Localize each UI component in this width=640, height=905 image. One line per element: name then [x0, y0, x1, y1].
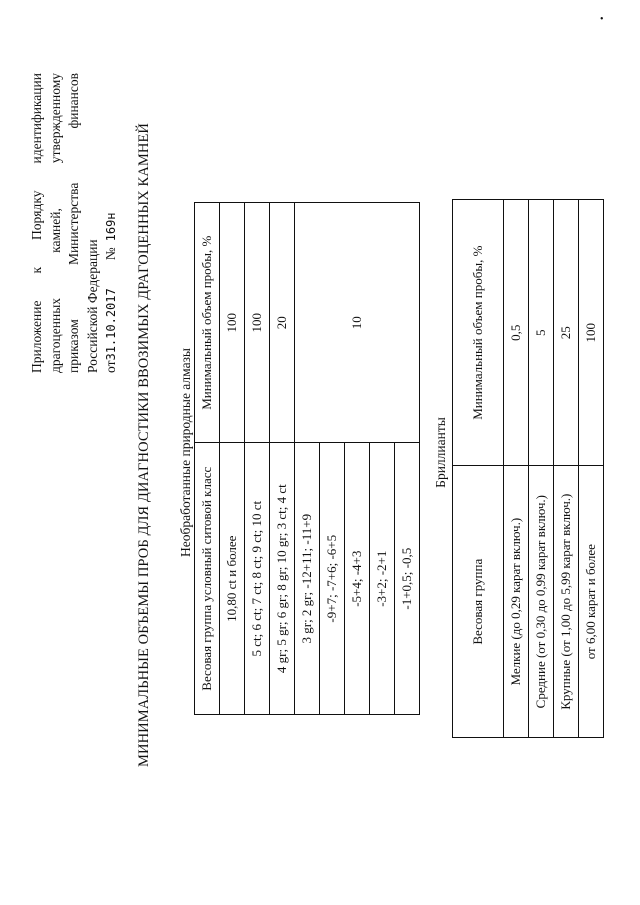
date-prefix: от	[103, 360, 118, 373]
percent-cell: 25	[554, 200, 579, 466]
appendix-line-4	[84, 73, 103, 373]
brilliants-caption: Бриллианты	[433, 417, 448, 488]
percent-cell: 0,5	[504, 200, 529, 466]
document-title: МИНИМАЛЬНЫЕ ОБЪЕМЫ ПРОБ ДЛЯ ДИАГНОСТИКИ ВВОЗИМЫХ ДРАГОЦЕННЫХ КАМНЕЙ	[136, 123, 152, 767]
header-weight-group: Весовая группа	[453, 466, 504, 738]
rough-diamonds-table	[194, 202, 420, 715]
table-row	[270, 203, 295, 715]
header-min-sample: Минимальный объем пробы, %	[453, 200, 504, 466]
weight-cell: Мелкие (до 0,29 карат включ.)	[504, 466, 529, 738]
table-row	[579, 200, 604, 738]
appendix-text: Порядку	[29, 190, 44, 240]
appendix-text: Министерства	[66, 182, 81, 266]
appendix-text: к	[29, 266, 44, 274]
appendix-line-1	[28, 73, 47, 373]
weight-cell: -3+2; -2+1	[370, 443, 395, 715]
weight-cell: Крупные (от 1,00 до 5,99 карат включ.)	[554, 466, 579, 738]
table-row	[245, 203, 270, 715]
appendix-line-3	[65, 73, 84, 373]
weight-cell: 5 ct; 6 ct; 7 ct; 8 ct; 9 ct; 10 ct	[245, 443, 270, 715]
weight-cell: 10,80 ct и более	[220, 443, 245, 715]
order-number: 169н	[104, 212, 118, 242]
appendix-line-5	[102, 73, 121, 373]
appendix-text: камней,	[47, 208, 63, 253]
appendix-text: приказом	[66, 319, 81, 373]
percent-cell: 100	[579, 200, 604, 466]
appendix-text: финансов	[66, 73, 81, 129]
table-header-row	[453, 200, 504, 738]
header-weight-group: Весовая группа условный ситовой класс	[195, 443, 220, 715]
appendix-text: утвержденному	[47, 73, 63, 164]
brilliants-table	[452, 199, 604, 738]
scan-speck: •	[600, 14, 604, 25]
table-row	[529, 200, 554, 738]
appendix-text: драгоценных	[47, 297, 63, 373]
appendix-text: Российской Федерации	[84, 239, 100, 373]
appendix-line-2	[47, 73, 66, 373]
table-row	[220, 203, 245, 715]
number-label: №	[103, 247, 118, 261]
weight-cell: -9+7; -7+6; -6+5	[320, 443, 345, 715]
header-min-sample: Минимальный объем пробы, %	[195, 203, 220, 443]
appendix-text: Приложение	[29, 300, 44, 373]
percent-cell: 20	[270, 203, 295, 443]
weight-cell: Средние (от 0,30 до 0,99 карат включ.)	[529, 466, 554, 738]
percent-cell: 100	[245, 203, 270, 443]
order-date: 31.10.2017	[104, 288, 118, 361]
weight-cell: -5+4; -4+3	[345, 443, 370, 715]
weight-cell: -1+0,5; -0,5	[395, 443, 420, 715]
weight-cell: 4 gr; 5 gr; 6 gr; 8 gr; 10 gr; 3 ct; 4 ct	[270, 443, 295, 715]
table-row	[295, 203, 320, 715]
table-row	[554, 200, 579, 738]
percent-cell: 100	[220, 203, 245, 443]
merged-percent-cell: 10	[295, 203, 420, 443]
table-row	[504, 200, 529, 738]
table-header-row	[195, 203, 220, 715]
appendix-text: идентификации	[29, 73, 44, 164]
appendix-block	[28, 73, 121, 373]
rough-diamonds-caption: Необработанные природные алмазы	[178, 347, 193, 558]
weight-cell: от 6,00 карат и более	[579, 466, 604, 738]
weight-cell: 3 gr; 2 gr; -12+11; -11+9	[295, 443, 320, 715]
percent-cell: 5	[529, 200, 554, 466]
